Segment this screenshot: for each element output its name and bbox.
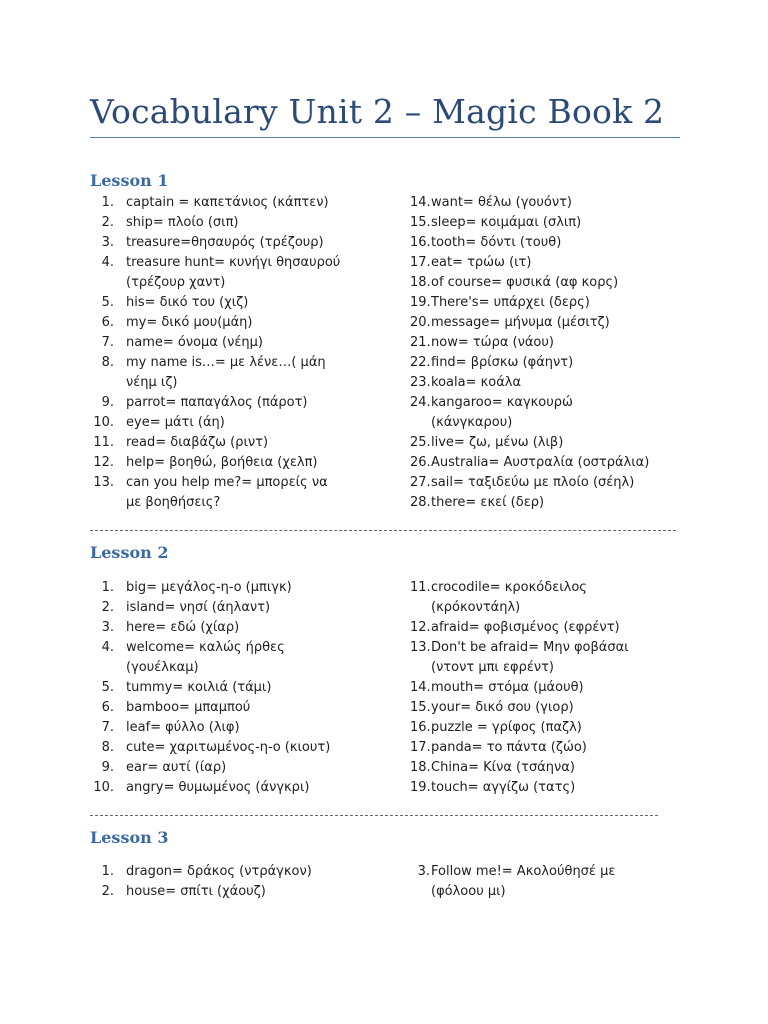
item-number: 4.	[101, 640, 114, 655]
item-text-continuation: (κάνγκαρου)	[431, 415, 513, 430]
item-text: now= τώρα (νάου)	[431, 335, 554, 350]
item-number: 23.	[410, 375, 431, 390]
item-number: 2.	[101, 600, 114, 615]
page-title: Vocabulary Unit 2 – Magic Book 2	[90, 92, 665, 131]
vocab-item	[90, 233, 340, 253]
item-text: live= ζω, μένω (λιβ)	[431, 435, 564, 450]
vocab-item	[90, 738, 330, 758]
vocab-item	[410, 293, 649, 313]
item-number: 9.	[101, 760, 114, 775]
item-text: leaf= φύλλο (λιφ)	[126, 720, 240, 735]
item-number: 27.	[410, 475, 431, 490]
item-text: ear= αυτί (ίαρ)	[126, 760, 227, 775]
item-text: koala= κοάλα	[431, 375, 522, 390]
vocab-item	[90, 778, 330, 798]
section-divider	[90, 815, 658, 816]
vocab-item	[90, 413, 340, 433]
vocab-item	[90, 353, 340, 393]
vocab-item	[410, 433, 649, 453]
vocab-item	[410, 333, 649, 353]
vocab-item	[90, 718, 330, 738]
item-text: tooth= δόντι (τουθ)	[431, 235, 562, 250]
item-text: cute= χαριτωμένος-η-ο (κιουτ)	[126, 740, 331, 755]
item-text: big= μεγάλος-η-ο (μπιγκ)	[126, 580, 292, 595]
item-text: panda= το πάντα (ζώο)	[431, 740, 587, 755]
vocab-item	[410, 253, 649, 273]
item-number: 15.	[410, 700, 431, 715]
lesson-1-heading: Lesson 1	[90, 171, 169, 190]
item-number: 6.	[101, 700, 114, 715]
item-number: 7.	[101, 335, 114, 350]
item-text: crocodile= κροκόδειλος	[431, 580, 587, 595]
item-text: Follow me!= Ακολούθησέ με	[431, 864, 616, 879]
item-number: 13.	[93, 475, 114, 490]
item-text: eye= μάτι (άη)	[126, 415, 225, 430]
vocab-item	[410, 862, 615, 902]
item-text: can you help me?= μπορείς να	[126, 475, 328, 490]
item-text: my= δικό μου(μάη)	[126, 315, 253, 330]
item-number: 12.	[93, 455, 114, 470]
lesson-3-left-list	[90, 862, 312, 902]
item-text-continuation: (ντοντ μπι εφρέντ)	[431, 660, 555, 675]
vocab-item	[90, 578, 330, 598]
item-number: 3.	[101, 620, 114, 635]
lesson-1-right-list	[410, 193, 649, 513]
vocab-item	[90, 698, 330, 718]
item-number: 12.	[410, 620, 431, 635]
item-number: 19.	[410, 780, 431, 795]
vocab-item	[90, 253, 340, 293]
item-number: 2.	[101, 215, 114, 230]
lesson-2-heading: Lesson 2	[90, 543, 169, 562]
vocab-item	[90, 758, 330, 778]
item-text: treasure hunt= κυνήγι θησαυρού	[126, 255, 341, 270]
item-number: 8.	[101, 740, 114, 755]
item-number: 11.	[410, 580, 431, 595]
item-number: 24.	[410, 395, 431, 410]
vocab-item	[90, 333, 340, 353]
item-number: 21.	[410, 335, 431, 350]
item-number: 17.	[410, 740, 431, 755]
item-number: 3.	[417, 864, 430, 879]
vocab-item	[410, 213, 649, 233]
item-text: angry= θυμωμένος (άνγκρι)	[126, 780, 310, 795]
item-number: 18.	[410, 275, 431, 290]
vocab-item	[410, 273, 649, 293]
item-number: 22.	[410, 355, 431, 370]
item-text: eat= τρώω (ιτ)	[431, 255, 532, 270]
item-number: 18.	[410, 760, 431, 775]
vocab-item	[90, 293, 340, 313]
item-text-continuation: (γουέλκαμ)	[126, 660, 199, 675]
vocab-item	[90, 678, 330, 698]
item-text: of course= φυσικά (αφ κορς)	[431, 275, 619, 290]
item-text-continuation: (φόλοου μι)	[431, 884, 506, 899]
vocab-item	[410, 233, 649, 253]
vocab-item	[90, 393, 340, 413]
section-divider	[90, 530, 676, 531]
item-text: There's= υπάρχει (δερς)	[431, 295, 590, 310]
lesson-3-heading: Lesson 3	[90, 828, 169, 847]
vocab-item	[90, 882, 312, 902]
item-text: his= δικό του (χιζ)	[126, 295, 249, 310]
vocab-item	[90, 618, 330, 638]
vocab-item	[90, 598, 330, 618]
item-number: 2.	[101, 884, 114, 899]
item-text: help= βοηθώ, βοήθεια (χελπ)	[126, 455, 318, 470]
item-text: bamboo= μπαμπού	[126, 700, 251, 715]
item-number: 3.	[101, 235, 114, 250]
item-number: 20.	[410, 315, 431, 330]
item-number: 14.	[410, 680, 431, 695]
item-text: want= θέλω (γουόντ)	[431, 195, 573, 210]
vocab-item	[90, 193, 340, 213]
item-number: 5.	[101, 680, 114, 695]
vocab-item	[410, 638, 629, 678]
item-number: 16.	[410, 235, 431, 250]
item-text: house= σπίτι (χάουζ)	[126, 884, 266, 899]
vocab-item	[90, 453, 340, 473]
vocab-item	[410, 373, 649, 393]
vocab-item	[410, 493, 649, 513]
item-text: Don't be afraid= Μην φοβάσαι	[431, 640, 629, 655]
item-text: Australia= Αυστραλία (οστράλια)	[431, 455, 650, 470]
item-text: here= εδώ (χίαρ)	[126, 620, 240, 635]
item-number: 25.	[410, 435, 431, 450]
title-underline	[90, 137, 680, 138]
item-text: sleep= κοιμάμαι (σλιπ)	[431, 215, 582, 230]
lesson-2-left-list	[90, 578, 330, 798]
vocab-item	[410, 718, 629, 738]
item-number: 1.	[101, 864, 114, 879]
item-number: 5.	[101, 295, 114, 310]
item-text: captain = καπετάνιος (κάπτεν)	[126, 195, 329, 210]
item-text: my name is…= με λένε…( μάη	[126, 355, 326, 370]
item-text: name= όνομα (νέημ)	[126, 335, 263, 350]
vocab-item	[90, 473, 340, 513]
item-text: sail= ταξιδεύω με πλοίο (σέηλ)	[431, 475, 635, 490]
vocab-item	[410, 758, 629, 778]
item-number: 26.	[410, 455, 431, 470]
item-text: welcome= καλώς ήρθες	[126, 640, 285, 655]
vocab-item	[410, 678, 629, 698]
item-number: 11.	[93, 435, 114, 450]
item-number: 16.	[410, 720, 431, 735]
item-text: treasure=θησαυρός (τρέζουρ)	[126, 235, 324, 250]
item-text: there= εκεί (δερ)	[431, 495, 545, 510]
item-number: 14.	[410, 195, 431, 210]
vocab-item	[410, 313, 649, 333]
item-number: 17.	[410, 255, 431, 270]
item-number: 19.	[410, 295, 431, 310]
item-number: 4.	[101, 255, 114, 270]
item-text: puzzle = γρίφος (παζλ)	[431, 720, 582, 735]
item-text-continuation: με βοηθήσεις?	[126, 495, 221, 510]
vocab-item	[410, 453, 649, 473]
vocab-item	[90, 433, 340, 453]
item-text: kangaroo= καγκουρώ	[431, 395, 573, 410]
item-number: 10.	[93, 780, 114, 795]
item-text: dragon= δράκος (ντράγκον)	[126, 864, 312, 879]
item-number: 13.	[410, 640, 431, 655]
item-number: 6.	[101, 315, 114, 330]
lesson-2-right-list	[410, 578, 629, 798]
item-text: afraid= φοβισμένος (εφρέντ)	[431, 620, 620, 635]
item-text: your= δικό σου (γιορ)	[431, 700, 574, 715]
item-text: message= μήνυμα (μέσιτζ)	[431, 315, 610, 330]
vocab-item	[410, 618, 629, 638]
lesson-1-left-list	[90, 193, 340, 513]
item-text: find= βρίσκω (φάηντ)	[431, 355, 574, 370]
vocab-item	[90, 313, 340, 333]
item-text: island= νησί (άηλαντ)	[126, 600, 271, 615]
item-text: touch= αγγίζω (τατς)	[431, 780, 576, 795]
vocab-item	[410, 738, 629, 758]
item-number: 1.	[101, 580, 114, 595]
vocab-item	[410, 698, 629, 718]
vocab-item	[410, 778, 629, 798]
vocab-item	[410, 578, 629, 618]
item-number: 10.	[93, 415, 114, 430]
item-number: 7.	[101, 720, 114, 735]
item-text: tummy= κοιλιά (τάμι)	[126, 680, 272, 695]
vocab-item	[90, 213, 340, 233]
item-text: ship= πλοίο (σιπ)	[126, 215, 239, 230]
item-number: 9.	[101, 395, 114, 410]
item-text-continuation: νέημ ιζ)	[126, 375, 178, 390]
item-text: read= διαβάζω (ριντ)	[126, 435, 269, 450]
item-text: mouth= στόμα (μάουθ)	[431, 680, 584, 695]
item-number: 15.	[410, 215, 431, 230]
item-number: 8.	[101, 355, 114, 370]
vocab-item	[410, 473, 649, 493]
vocab-item	[410, 193, 649, 213]
vocab-item	[410, 353, 649, 373]
vocab-item	[90, 638, 330, 678]
vocab-item	[410, 393, 649, 433]
item-number: 28.	[410, 495, 431, 510]
lesson-3-right-list	[410, 862, 615, 902]
item-text-continuation: (τρέζουρ χαντ)	[126, 275, 226, 290]
vocab-item	[90, 862, 312, 882]
item-number: 1.	[101, 195, 114, 210]
item-text: parrot= παπαγάλος (πάροτ)	[126, 395, 308, 410]
item-text-continuation: (κρόκοντάηλ)	[431, 600, 521, 615]
item-text: China= Κίνα (τσάηνα)	[431, 760, 575, 775]
